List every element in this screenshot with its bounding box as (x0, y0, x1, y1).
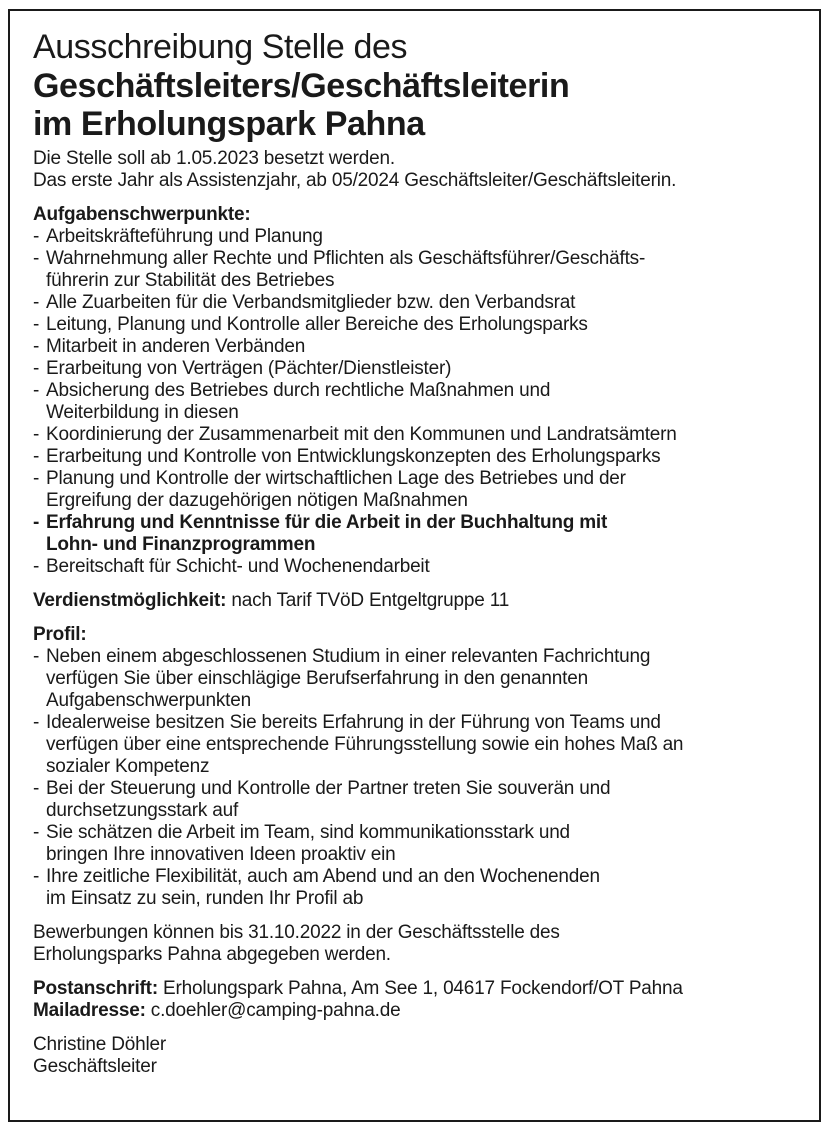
postal-value: Erholungspark Pahna, Am See 1, 04617 Fockendorf/OT Pahna (157, 978, 683, 999)
list-item (33, 424, 811, 446)
mail-address (33, 1000, 811, 1022)
list-item-line: im Einsatz zu sein, runden Ihr Profil ab (46, 888, 364, 909)
list-item (33, 336, 811, 358)
list-item-line: Aufgabenschwerpunkten (46, 690, 251, 711)
postal-label: Postanschrift: (33, 978, 158, 999)
list-item-line: - Bereitschaft für Schicht- und Wochenendarbeit (46, 556, 430, 577)
list-item-line: - Planung und Kontrolle der wirtschaftlichen Lage des Betriebes und der (46, 468, 626, 489)
heading-line-3: im Erholungspark Pahna (33, 105, 425, 143)
salary-label: Verdienstmöglichkeit: (33, 590, 227, 611)
list-item (33, 314, 811, 336)
job-posting-frame (8, 9, 821, 1122)
list-item-line: - Arbeitskräfteführung und Planung (46, 226, 323, 247)
list-item (33, 646, 811, 712)
list-item-line: - Ihre zeitliche Flexibilität, auch am Abend und an den Wochenenden (46, 866, 600, 887)
list-item-line: verfügen Sie über einschlägige Berufserfahrung in den genannten (46, 668, 588, 689)
intro-line-1: Die Stelle soll ab 1.05.2023 besetzt werden. (33, 148, 395, 169)
list-item-line: - Koordinierung der Zusammenarbeit mit den Kommunen und Landratsämtern (46, 424, 677, 445)
list-item-line: - Idealerweise besitzen Sie bereits Erfahrung in der Führung von Teams und (46, 712, 661, 733)
list-item-line: - Bei der Steuerung und Kontrolle der Partner treten Sie souverän und (46, 778, 611, 799)
list-item-line: sozialer Kompetenz (46, 756, 210, 777)
list-item-line: bringen Ihre innovativen Ideen proaktiv ein (46, 844, 396, 865)
signature-block (33, 1034, 811, 1078)
salary-line (33, 590, 811, 612)
list-item-line: - Leitung, Planung und Kontrolle aller Bereiche des Erholungsparks (46, 314, 588, 335)
mail-label: Mailadresse: (33, 1000, 146, 1021)
list-item-line: - Wahrnehmung aller Rechte und Pflichten als Geschäftsführer/Geschäfts- (46, 248, 646, 269)
list-item (33, 512, 811, 556)
list-item (33, 712, 811, 778)
list-item-line: Lohn- und Finanzprogrammen (46, 534, 316, 555)
list-item-line: - Alle Zuarbeiten für die Verbandsmitglieder bzw. den Verbandsrat (46, 292, 576, 313)
list-item (33, 468, 811, 512)
list-item (33, 866, 811, 910)
list-item-line: - Erarbeitung und Kontrolle von Entwicklungskonzepten des Erholungsparks (46, 446, 661, 467)
list-item (33, 380, 811, 424)
list-item-line: - Neben einem abgeschlossenen Studium in einer relevanten Fachrichtung (46, 646, 651, 667)
application-line-2: Erholungsparks Pahna abgegeben werden. (33, 944, 391, 965)
list-item-line: verfügen über eine entsprechende Führungsstellung sowie ein hohes Maß an (46, 734, 684, 755)
profile-title: Profil: (33, 624, 87, 645)
heading-line-1: Ausschreibung Stelle des (33, 28, 408, 66)
intro-line-2: Das erste Jahr als Assistenzjahr, ab 05/2024 Geschäftsleiter/Geschäftsleiterin. (33, 170, 677, 191)
list-item (33, 292, 811, 314)
postal-address (33, 978, 811, 1000)
application-text (33, 922, 811, 966)
salary-value: nach Tarif TVöD Entgeltgruppe 11 (226, 590, 510, 611)
list-item (33, 556, 811, 578)
list-item (33, 358, 811, 380)
contact-block (33, 978, 811, 1022)
profile-list (33, 646, 811, 910)
list-item (33, 822, 811, 866)
tasks-list (33, 226, 811, 578)
list-item-line: Ergreifung der dazugehörigen nötigen Maßnahmen (46, 490, 468, 511)
list-item (33, 778, 811, 822)
heading-line-2: Geschäftsleiters/Geschäftsleiterin (33, 67, 570, 105)
intro-text (33, 148, 811, 192)
list-item-line: führerin zur Stabilität des Betriebes (46, 270, 335, 291)
list-item-line: - Erarbeitung von Verträgen (Pächter/Dienstleister) (46, 358, 452, 379)
list-item-line: - Mitarbeit in anderen Verbänden (46, 336, 306, 357)
application-line-1: Bewerbungen können bis 31.10.2022 in der Geschäftsstelle des (33, 922, 560, 943)
list-item-line: - Erfahrung und Kenntnisse für die Arbeit in der Buchhaltung mit (46, 512, 608, 533)
job-posting-content (33, 27, 811, 1078)
mail-value: c.doehler@camping-pahna.de (145, 1000, 401, 1021)
signature-name: Christine Döhler (33, 1034, 167, 1055)
list-item-line: - Absicherung des Betriebes durch rechtliche Maßnahmen und (46, 380, 551, 401)
list-item (33, 248, 811, 292)
list-item-line: Weiterbildung in diesen (46, 402, 239, 423)
tasks-title: Aufgabenschwerpunkte: (33, 204, 251, 225)
list-item-line: durchsetzungsstark auf (46, 800, 239, 821)
signature-role: Geschäftsleiter (33, 1056, 157, 1077)
list-item-line: - Sie schätzen die Arbeit im Team, sind kommunikationsstark und (46, 822, 570, 843)
list-item (33, 226, 811, 248)
list-item (33, 446, 811, 468)
